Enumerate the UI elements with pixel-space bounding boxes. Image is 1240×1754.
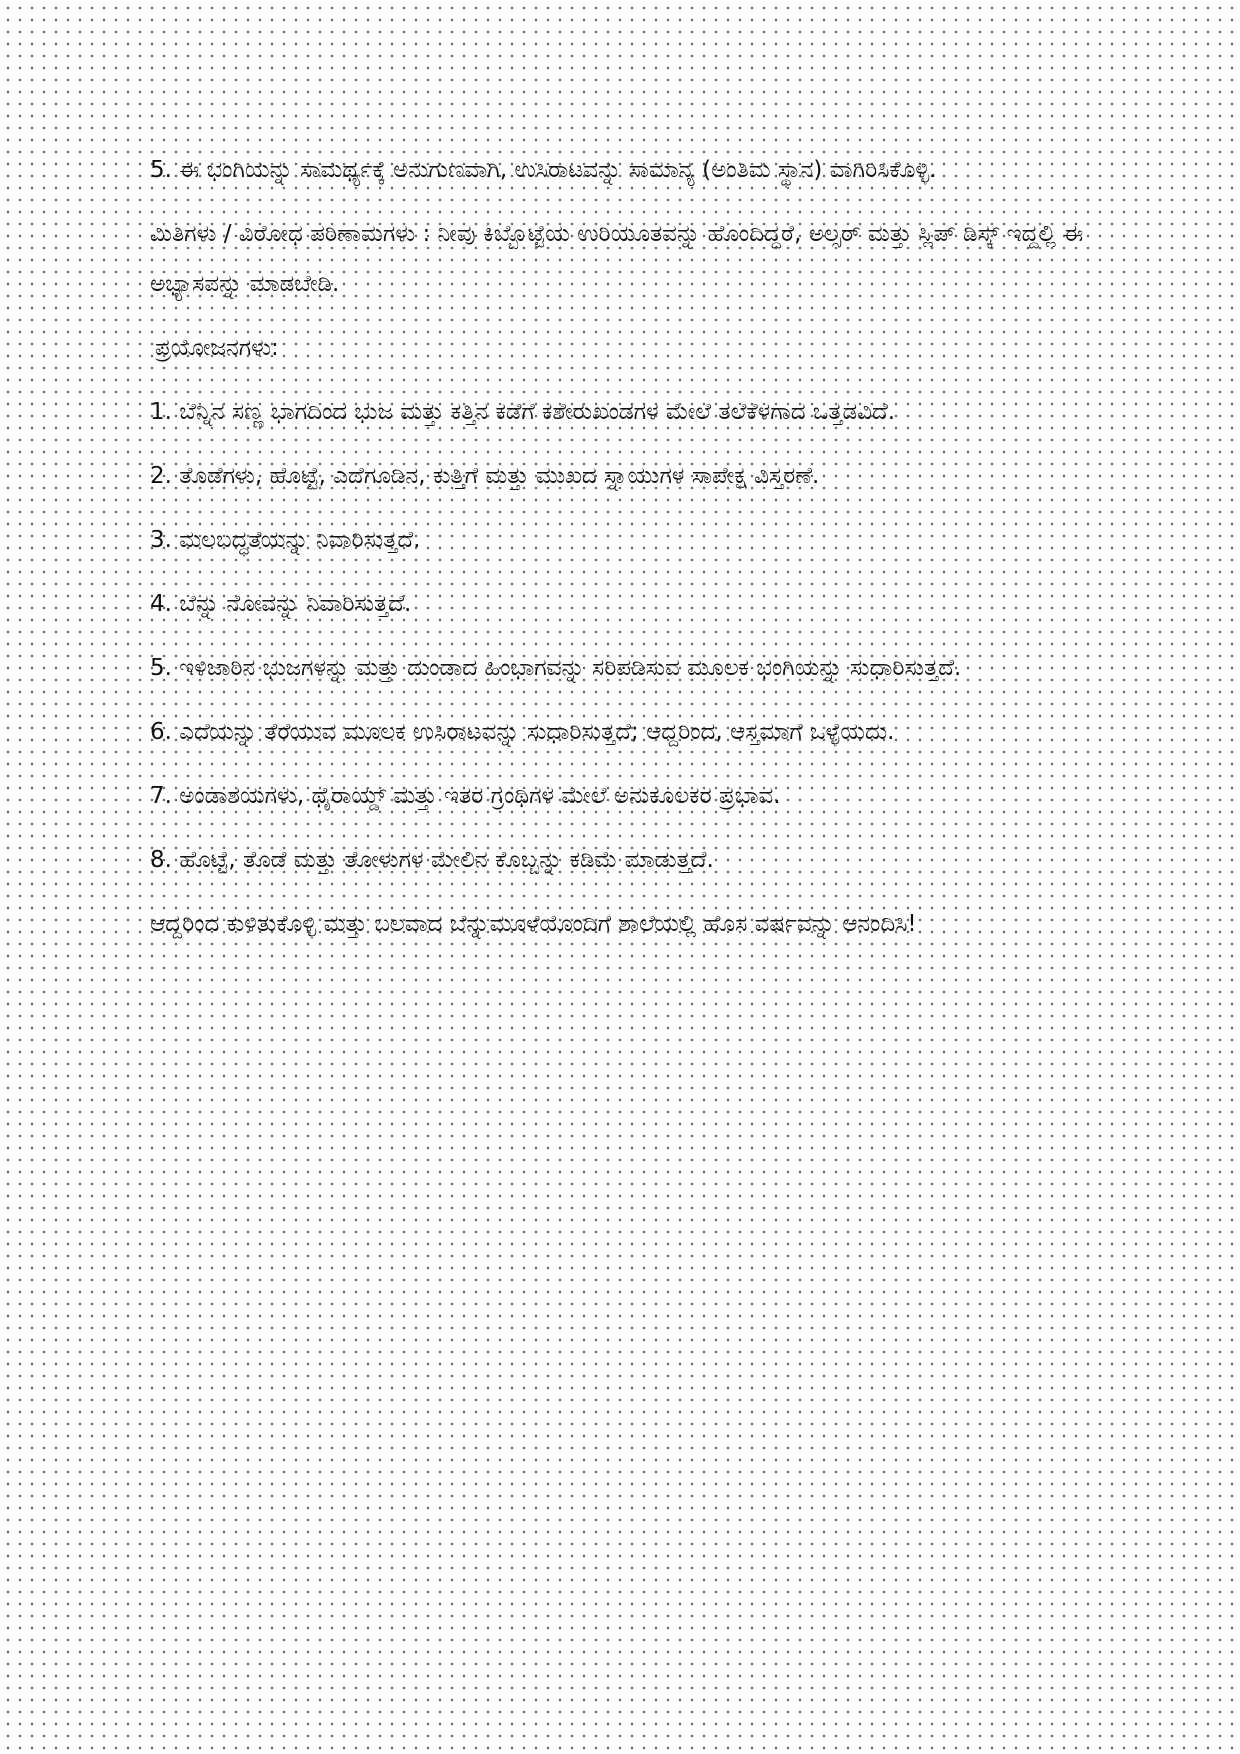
- paragraph-contraindications: ಮಿತಿಗಳು / ವಿರೋಧ ಪರಿಣಾಮಗಳು : ನೀವು ಕಿಬ್ಬೊಟ್ಟೆಯ ಉರಿಯೂತವನ್ನು ಹೊಂದಿದ್ದರೆ, ಅಲ್ಸರ್ ಮತ್ತು ಸ್ಲಿಪ್ ಡಿಸ್ಕ್ ಇದ್ದಲ್ಲಿ ಈ ಅಭ್ಯಾಸವನ್ನು ಮಾಡಬೇಡಿ.: [150, 221, 1084, 297]
- benefit-item-7: 7. ಅಂಡಾಶಯಗಳು, ಥೈರಾಯ್ಡ್ ಮತ್ತು ಇತರ ಗ್ರಂಥಿಗಳ ಮೇಲೆ ಅನುಕೂಲಕರ ಪ್ರಭಾವ.: [150, 783, 781, 809]
- benefit-item-8: 8. ಹೊಟ್ಟೆ, ತೊಡೆ ಮತ್ತು ತೋಳುಗಳ ಮೇಲಿನ ಕೊಬ್ಬನ್ನು ಕಡಿಮೆ ಮಾಡುತ್ತದೆ.: [150, 847, 714, 873]
- benefit-item-3: 3. ಮಲಬದ್ಧತೆಯನ್ನು ನಿವಾರಿಸುತ್ತದೆ.: [150, 527, 421, 553]
- paragraph-step-5-final-position: 5. ಈ ಭಂಗಿಯನ್ನು ಸಾಮರ್ಥ್ಯಕ್ಕೆ ಅನುಗುಣವಾಗಿ, ಉಸಿರಾಟವನ್ನು ಸಾಮಾನ್ಯ (ಅಂತಿಮ ಸ್ಥಾನ) ವಾಗಿರಿಸಿಕೊಳ್ಳಿ.: [150, 157, 937, 183]
- closing-paragraph: ಆದ್ದರಿಂದ ಕುಳಿತುಕೊಳ್ಳಿ ಮತ್ತು ಬಲವಾದ ಬೆನ್ನುಮೂಳೆಯೊಂದಿಗೆ ಶಾಲೆಯಲ್ಲಿ ಹೊಸ ವರ್ಷವನ್ನು ಆನಂದಿಸಿ!: [150, 911, 917, 937]
- document-body: [150, 145, 1090, 963]
- benefit-item-2: 2. ತೊಡೆಗಳು, ಹೊಟ್ಟೆ, ಎದೆಗೂಡಿನ, ಕುತ್ತಿಗೆ ಮತ್ತು ಮುಖದ ಸ್ನಾಯುಗಳ ಸಾಪೇಕ್ಷ ವಿಸ್ತರಣೆ.: [150, 463, 820, 489]
- benefit-item-4: 4. ಬೆನ್ನು ನೋವನ್ನು ನಿವಾರಿಸುತ್ತದೆ.: [150, 591, 412, 617]
- benefits-heading: ಪ್ರಯೋಜನಗಳು:: [155, 335, 279, 361]
- benefit-item-6: 6. ಎದೆಯನ್ನು ತೆರೆಯುವ ಮೂಲಕ ಉಸಿರಾಟವನ್ನು ಸುಧಾರಿಸುತ್ತದೆ; ಆದ್ದರಿಂದ, ಆಸ್ತಮಾಗೆ ಒಳ್ಳೆಯದು.: [150, 719, 895, 745]
- benefit-item-1: 1. ಬೆನ್ನಿನ ಸಣ್ಣ ಭಾಗದಿಂದ ಭುಜ ಮತ್ತು ಕತ್ತಿನ ಕಡೆಗೆ ಕಶೇರುಖಂಡಗಳ ಮೇಲೆ ತಲೆಕೆಳಗಾದ ಒತ್ತಡವಿದೆ.: [150, 399, 896, 425]
- benefit-item-5: 5. ಇಳಿಜಾರಿನ ಭುಜಗಳನ್ನು ಮತ್ತು ದುಂಡಾದ ಹಿಂಭಾಗವನ್ನು ಸರಿಪಡಿಸುವ ಮೂಲಕ ಭಂಗಿಯನ್ನು ಸುಧಾರಿಸುತ್ತದೆ.: [150, 655, 962, 681]
